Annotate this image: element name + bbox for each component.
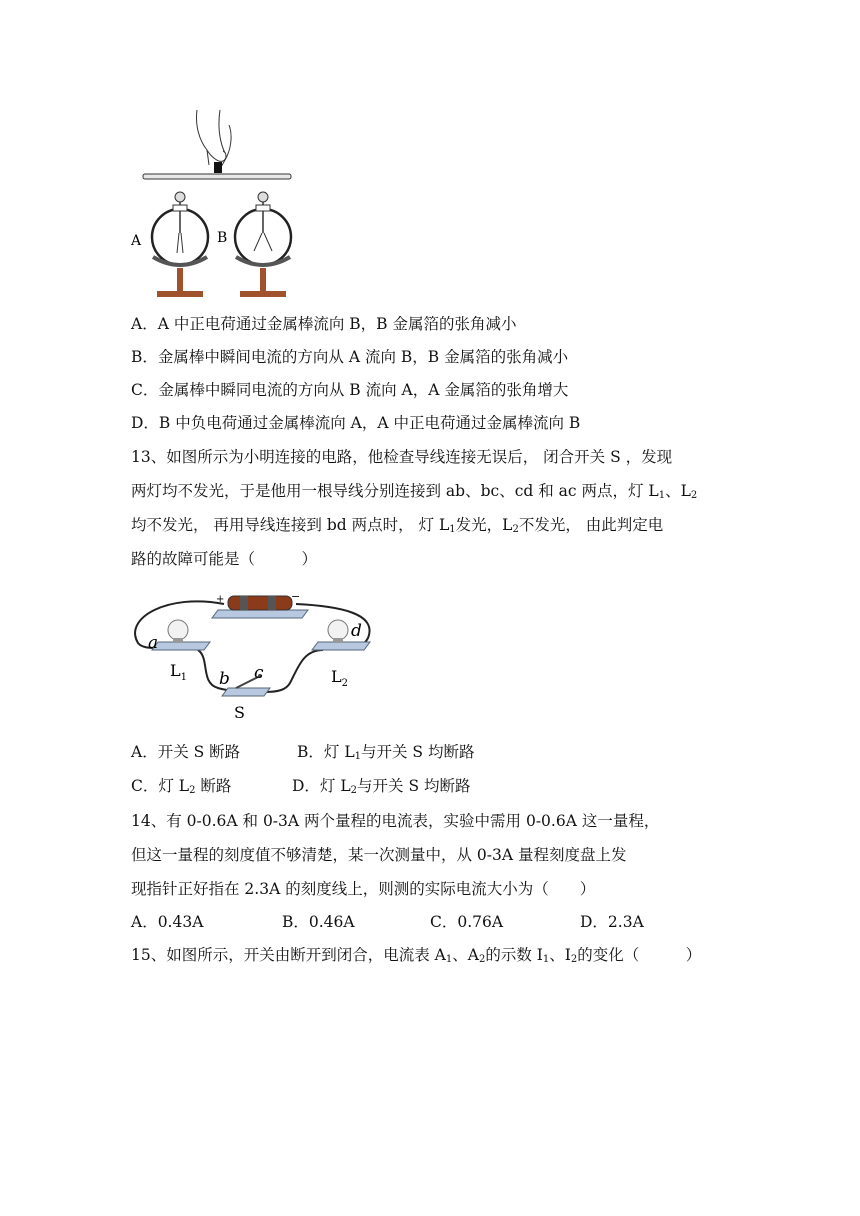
q14-option-d: D．2.3A	[580, 913, 644, 931]
point-b-label: b	[219, 669, 230, 689]
point-c-label: c	[254, 663, 264, 683]
electroscope-label-b: B	[217, 230, 228, 246]
q13-stem-line3: 均不发光， 再用导线连接到 bd 两点时， 灯 $L_1$发光，$L_2$不发光， 由此判定电	[131, 516, 664, 535]
q13-option-b: B．灯 $L_1$与开关 S 均断路	[297, 743, 475, 762]
q12-option-a: A．A 中正电荷通过金属棒流向 B，B 金属箔的张角减小	[131, 315, 517, 333]
battery-plus: +	[216, 594, 225, 605]
q13-option-d: D．灯 $L_2$与开关 S 均断路	[292, 777, 471, 796]
switch-s-label: S	[234, 703, 245, 722]
q14-stem-line3: 现指针正好指在 2.3A 的刻度线上，则测的实际电流大小为（ ）	[131, 880, 596, 898]
lamp-l2-label: $L_2$	[331, 667, 348, 689]
q14-stem-line2: 但这一量程的刻度值不够清楚，某一次测量中，从 0-3A 量程刻度盘上发	[131, 846, 627, 864]
point-a-label: a	[148, 633, 159, 653]
q12-option-b: B．金属棒中瞬间电流的方向从 A 流向 B，B 金属箔的张角减小	[131, 348, 569, 366]
q12-option-c: C．金属棒中瞬同电流的方向从 B 流向 A，A 金属箔的张角增大	[131, 381, 569, 399]
q12-option-d: D．B 中负电荷通过金属棒流向 A，A 中正电荷通过金属棒流向 B	[131, 414, 581, 432]
electroscope-figure	[125, 105, 305, 305]
lamp-l1-label: $L_1$	[170, 661, 187, 683]
q14-option-c: C．0.76A	[430, 913, 504, 931]
battery-minus: −	[291, 590, 301, 603]
point-d-label: d	[351, 621, 362, 641]
q13-stem-line1: 13、如图所示为小明连接的电路，他检查导线连接无误后， 闭合开关 S ，发现	[131, 448, 673, 466]
q13-option-a: A．开关 S 断路	[131, 743, 241, 761]
q13-stem-line2: 两灯均不发光，于是他用一根导线分别连接到 ab、bc、cd 和 ac 两点，灯 $L_1$、$L_2$	[131, 482, 698, 501]
q13-option-c: C．灯 $L_2$ 断路	[131, 777, 232, 796]
q14-option-a: A．0.43A	[131, 913, 204, 931]
q13-stem-line4: 路的故障可能是（ ）	[131, 550, 318, 568]
electroscope-label-a: A	[131, 233, 142, 249]
circuit-figure	[128, 588, 388, 728]
q15-stem: 15、如图所示，开关由断开到闭合，电流表 $A_1$、$A_2$的示数 $I_1$、$I_2$的变化（ ）	[131, 946, 702, 965]
q14-stem-line1: 14、有 0-0.6A 和 0-3A 两个量程的电流表，实验中需用 0-0.6A 这一量程，	[131, 812, 660, 830]
q14-option-b: B．0.46A	[282, 913, 355, 931]
